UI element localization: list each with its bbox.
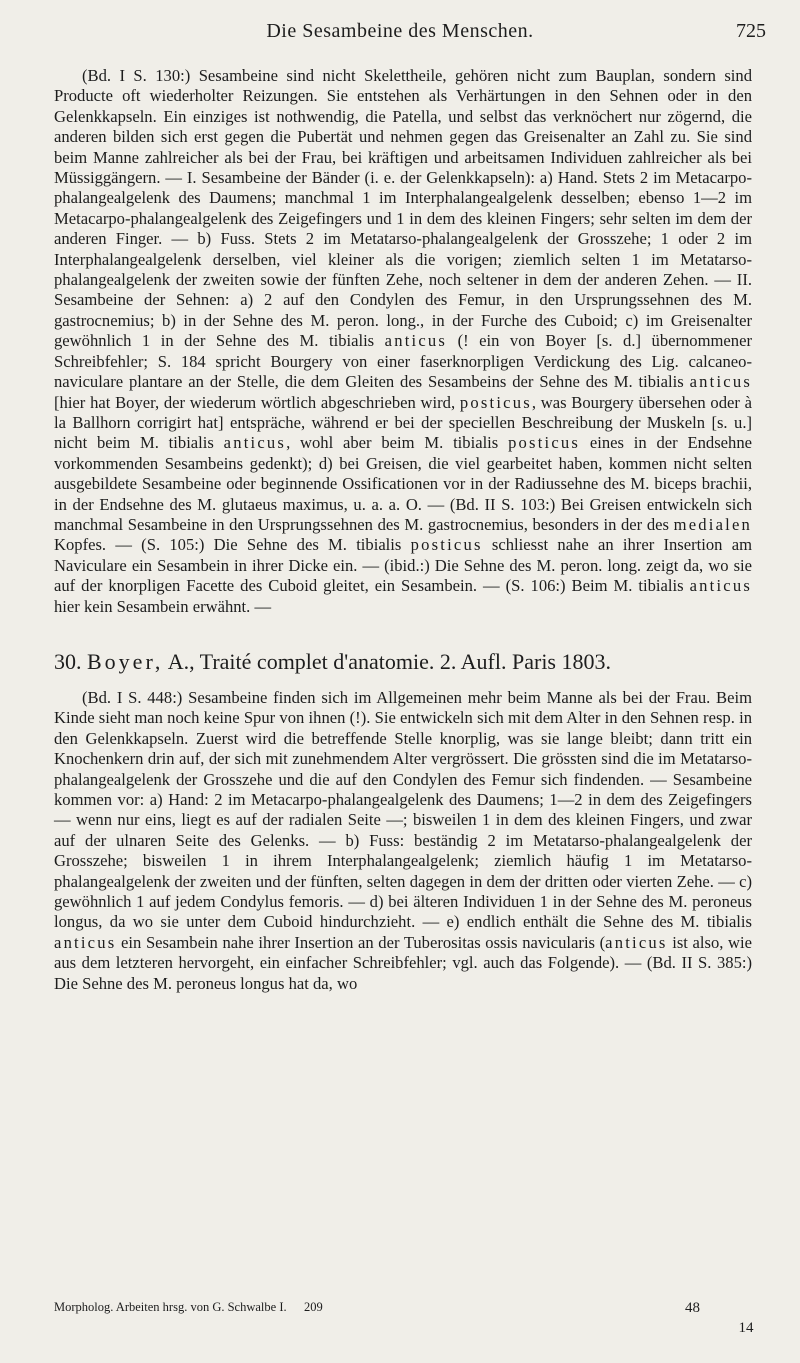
sheet-number: 14 [738, 1320, 754, 1336]
heading-author: Boyer, [87, 649, 164, 674]
text-run: ein Sesambein nahe ihrer Insertion an der Tuberositas ossis navicularis ( [121, 932, 606, 952]
spaced-term: anticus [605, 932, 668, 952]
text-run: (! ein von Boyer [s. d.] übernommener Schreibfehler; S. 184 spricht Bourgery von einer faserknorpligen Verdickung des Lig. calcaneo-naviculare plantare an der Stelle, die dem Gleiten des Sesambeins der Sehne des M. tibialis [54, 331, 752, 392]
text-run: schliesst nahe an ihrer Insertion am Naviculare ein Sesambein in ihrer Dicke ein. — (ibid.:) Die Sehne des M. peron. long. zeigt da, wo sie auf der knorpligen Facette des Cuboid gleitet, ein Sesambein. — (S. 106:) Beim M. tibialis [54, 535, 752, 596]
spaced-term: anticus [54, 932, 117, 952]
text-run: [hier hat Boyer, der wiederum wörtlich abgeschrieben wird, [54, 392, 456, 412]
text-run: (Bd. I S. 448:) Sesambeine finden sich im Allgemeinen mehr beim Manne als bei der Frau. Beim Kinde sieht man noch keine Spur von ihnen (!). Sie entwickeln sich mit dem Alter in den Sehnen resp. in den Gelenkkapseln. Zuerst wird die betreffende Stelle knorplig, was sie lange bleibt; dann tritt ein Knochenkern drin auf, der sich mit zunehmendem Alter vergrössert. Die grössten sind die im Metatarso-phalangealgelenk der Grosszehe und die auf den Condylen des Femur sich findenden. — Sesambeine kommen vor: a) Hand: 2 im Metacarpo-phalangealgelenk des Daumens; 1—2 in dem des Zeigefingers — wenn nur eins, liegt es auf der radialen Seite —; bisweilen 1 in dem des kleinen Fingers, und zwar auf der ulnaren Seite des Gelenks. — b) Fuss: beständig 2 im Metatarso-phalangealgelenk der Grosszehe; bisweilen 1 in ihrem Interphalangealgelenk; ziemlich häufig 1 im Metatarso-phalangealgelenk der zweiten und der fünften, selten dagegen in dem der dritten oder vierten Zehe. — c) gewöhnlich 1 auf jedem Condylus femoris. — d) bei älteren Individuen 1 in der Sehne des M. peroneus longus, da wo sie unter dem Cuboid hindurchzieht. — e) endlich enthält die Sehne des M. tibialis [54, 688, 752, 932]
running-head [0, 20, 800, 44]
spaced-term: posticus [459, 392, 532, 412]
footer-signature: 48 [685, 1300, 700, 1316]
spaced-term: anticus [689, 576, 752, 596]
heading-number: 30. [54, 649, 82, 674]
section-1-text [54, 66, 752, 617]
running-title: Die Sesambeine des Menschen. [266, 20, 534, 42]
spaced-term: anticus [223, 433, 287, 453]
spaced-term: posticus [508, 433, 581, 453]
spaced-term: anticus [384, 331, 448, 351]
text-run: , wohl aber beim M. tibialis [286, 433, 499, 453]
paragraph-2 [54, 688, 752, 994]
spaced-term: anticus [689, 372, 752, 392]
footer-source: Morpholog. Arbeiten hrsg. von G. Schwalbe I. [54, 1300, 287, 1314]
footer-number: 209 [304, 1300, 323, 1314]
spaced-term: medialen [673, 514, 753, 534]
paragraph-1 [54, 66, 752, 617]
text-run: ist also, wie aus dem letzteren hervorgeht, ein einfacher Schreibfehler; vgl. auch das Folgende). — (Bd. II S. 385:) Die Sehne des M. peroneus longus hat da, wo [54, 932, 752, 993]
text-run: hier kein Sesambein erwähnt. — [54, 596, 272, 616]
text-run: Kopfes. — (S. 105:) Die Sehne des M. tibialis [54, 535, 402, 555]
section-2-text [54, 688, 752, 994]
page-number: 725 [736, 20, 766, 42]
text-run: , was Bourgery übersehen oder à la Ballhorn corrigirt hat] entspräche, während er bei der speciellen Beschreibung der Muskeln [s. u.] nicht beim M. tibialis [54, 392, 752, 453]
heading-title: A., Traité complet d'anatomie. 2. Aufl. Paris 1803. [167, 649, 611, 674]
section-heading [54, 648, 752, 676]
text-run: eines in der Endsehne vorkommenden Sesambeins gedenkt); d) bei Greisen, die viel gearbeitet haben, kommen nicht selten ausgebildete Sesambeine oder beginnende Ossificationen vor in der Radiussehne des M. biceps brachii, in der Endsehne des M. glutaeus maximus, u. a. a. O. — (Bd. II S. 103:) Bei Greisen entwickeln sich manchmal Sesambeine in den Ursprungssehnen des M. gastrocnemius, besonders in der des [54, 433, 752, 534]
text-run: (Bd. I S. 130:) Sesambeine sind nicht Skelettheile, gehören nicht zum Bauplan, sondern sind Producte oft wiederholter Reizungen. Sie entstehen als Verhärtungen in den Sehnen oder in den Gelenkkapseln. Ein einziges ist nothwendig, die Patella, und selbst das verknöchert nur zögernd, die anderen bilden sich erst gegen die Pubertät und nehmen gegen das Greisenalter an Zahl zu. Sie sind beim Manne zahlreicher als bei der Frau, bei kräftigen und arbeitsamen Individuen zahlreicher als bei Müssiggängern. — I. Sesambeine der Bänder (i. e. der Gelenkkapseln): a) Hand. Stets 2 im Metacarpo-phalangealgelenk des Daumens; manchmal 1 im Interphalangealgelenk desselben; ebenso 1—2 im Metacarpo-phalangealgelenk des Zeigefingers und 1 in dem des kleinen Fingers; sehr selten im dem der anderen Finger. — b) Fuss. Stets 2 im Metatarso-phalangealgelenk der Grosszehe; 1 oder 2 im Interphalangealgelenk derselben, viel kleiner als die vorigen; ziemlich selten 1 im Metatarso-phalangealgelenk der zweiten sowie der fünften Zehe, noch seltener in dem der anderen Zehen. — II. Sesambeine der Sehnen: a) 2 auf den Condylen des Femur, in den Ursprungssehnen des M. gastrocnemius; b) in der Sehne des M. peron. long., in der Furche des Cuboid; c) im Greisenalter gewöhnlich 1 in der Sehne des M. tibialis [54, 66, 752, 351]
spaced-term: posticus [410, 535, 483, 555]
page-footer [54, 1300, 752, 1320]
